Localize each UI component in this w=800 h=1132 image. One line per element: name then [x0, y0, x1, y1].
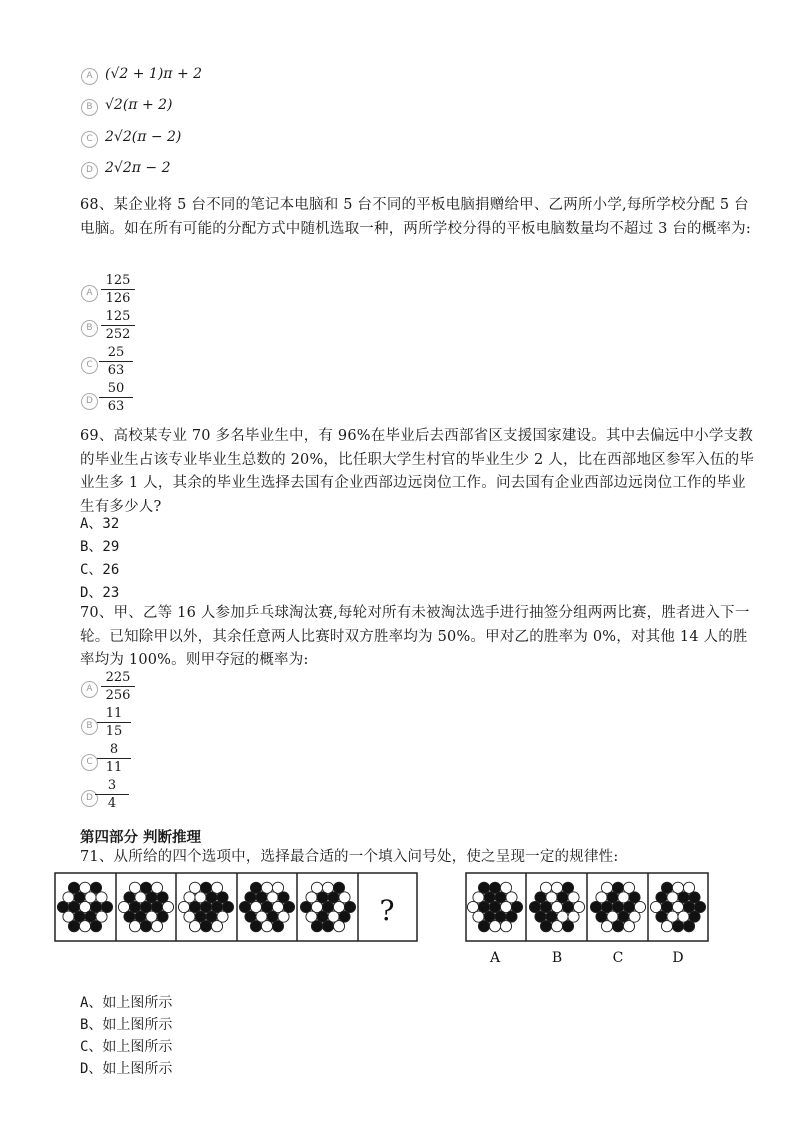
black-circle: [612, 921, 623, 932]
q71-text: 71、从所给的四个选项中，选择最合适的一个填入问号处，使之呈现一定的规律性:: [80, 849, 619, 865]
white-circle: [551, 921, 562, 932]
option-circle-b[interactable]: B: [81, 99, 98, 116]
option-circle-a[interactable]: A: [81, 681, 98, 698]
q71-figure: [54, 872, 714, 972]
q71-option-c[interactable]: C、如上图所示: [80, 1039, 173, 1055]
q69-option-b[interactable]: B、29: [80, 539, 120, 555]
q69-option-d[interactable]: D、23: [80, 585, 120, 601]
q70-option-b-fraction: $\frac{11}{15}$: [97, 706, 131, 739]
option-circle-c[interactable]: C: [81, 754, 98, 771]
black-circle: [311, 921, 322, 932]
option-circle-d[interactable]: D: [81, 393, 98, 410]
q68-option-a-fraction: $\frac{125}{126}$: [101, 273, 135, 306]
white-circle: [261, 921, 272, 932]
q68-option-b-fraction: $\frac{125}{252}$: [101, 309, 135, 342]
white-circle: [79, 921, 90, 932]
choice-label-d[interactable]: D: [672, 950, 684, 966]
q68-option-c-fraction: $\frac{25}{63}$: [99, 345, 133, 378]
q67-option-b-expr: √2(π + 2): [105, 97, 173, 113]
white-circle: [129, 921, 140, 932]
choice-label-b[interactable]: B: [551, 950, 563, 966]
black-circle: [562, 921, 573, 932]
black-circle: [478, 921, 489, 932]
q68-option-d-fraction: $\frac{50}{63}$: [99, 381, 133, 414]
option-circle-d[interactable]: D: [81, 790, 98, 807]
white-circle: [661, 921, 672, 932]
black-circle: [90, 921, 101, 932]
q70-option-c-fraction: $\frac{8}{11}$: [97, 742, 131, 775]
q71-option-b[interactable]: B、如上图所示: [80, 1017, 173, 1033]
q69-option-c[interactable]: C、26: [80, 562, 120, 578]
option-circle-d[interactable]: D: [81, 162, 98, 179]
black-circle: [68, 921, 79, 932]
q69-option-a[interactable]: A、32: [80, 516, 120, 532]
white-circle: [500, 921, 511, 932]
black-circle: [683, 921, 694, 932]
q68-text: 68、某企业将 5 台不同的笔记本电脑和 5 台不同的平板电脑捐赠给甲、乙两所小学,每所学校分配 5 台电脑。如在所有可能的分配方式中随机选取一种，两所学校分得的平板电脑数量均不超过 3 台的概率为:: [80, 197, 751, 237]
q70-text: 70、甲、乙等 16 人参加乒乓球淘汰赛,每轮对所有未被淘汰选手进行抽签分组两两比赛，胜者进入下一轮。已知除甲以外，其余任意两人比赛时双方胜率均为 50%。甲对乙的胜率为 0%，对其他 14 人的胜率均为 100%。则甲夺冠的概率为:: [80, 605, 750, 668]
black-circle: [200, 921, 211, 932]
black-circle: [540, 921, 551, 932]
option-circle-a[interactable]: A: [81, 68, 98, 85]
white-circle: [211, 921, 222, 932]
white-circle: [601, 921, 612, 932]
option-circle-b[interactable]: B: [81, 320, 98, 337]
option-circle-b[interactable]: B: [81, 718, 98, 735]
white-circle: [623, 921, 634, 932]
q71-option-d[interactable]: D、如上图所示: [80, 1061, 173, 1077]
q70-option-d-fraction: $\frac{3}{4}$: [95, 778, 129, 811]
black-circle: [672, 921, 683, 932]
white-circle: [489, 921, 500, 932]
q69-text: 69、高校某专业 70 多名毕业生中，有 96%在毕业后去西部省区支援国家建设。其中去偏远中小学支教的毕业生占该专业毕业生总数的 20%，比任职大学生村官的毕业生少 2 人，比在西部地区参军入伍的毕业生多 1 人，其余的毕业生选择去国有企业西部边远岗位工作。问去国有企业西部边远岗位工作的毕业生有多少人?: [80, 428, 755, 515]
q70-option-a-fraction: $\frac{225}{256}$: [101, 670, 135, 703]
black-circle: [322, 921, 333, 932]
black-circle: [250, 921, 261, 932]
white-circle: [333, 921, 344, 932]
black-circle: [140, 921, 151, 932]
option-circle-c[interactable]: C: [81, 357, 98, 374]
question-mark: ?: [379, 894, 395, 927]
section-heading: 第四部分 判断推理: [80, 830, 202, 846]
choice-label-a[interactable]: A: [489, 950, 501, 966]
q71-option-a[interactable]: A、如上图所示: [80, 995, 173, 1011]
white-circle: [189, 921, 200, 932]
q67-option-d-expr: 2√2π − 2: [105, 160, 171, 176]
option-circle-c[interactable]: C: [81, 131, 98, 148]
q67-option-a-expr: (√2 + 1)π + 2: [105, 66, 203, 82]
black-circle: [272, 921, 283, 932]
q67-option-c-expr: 2√2(π − 2): [105, 129, 182, 145]
white-circle: [151, 921, 162, 932]
choice-label-c[interactable]: C: [612, 950, 624, 966]
option-circle-a[interactable]: A: [81, 285, 98, 302]
